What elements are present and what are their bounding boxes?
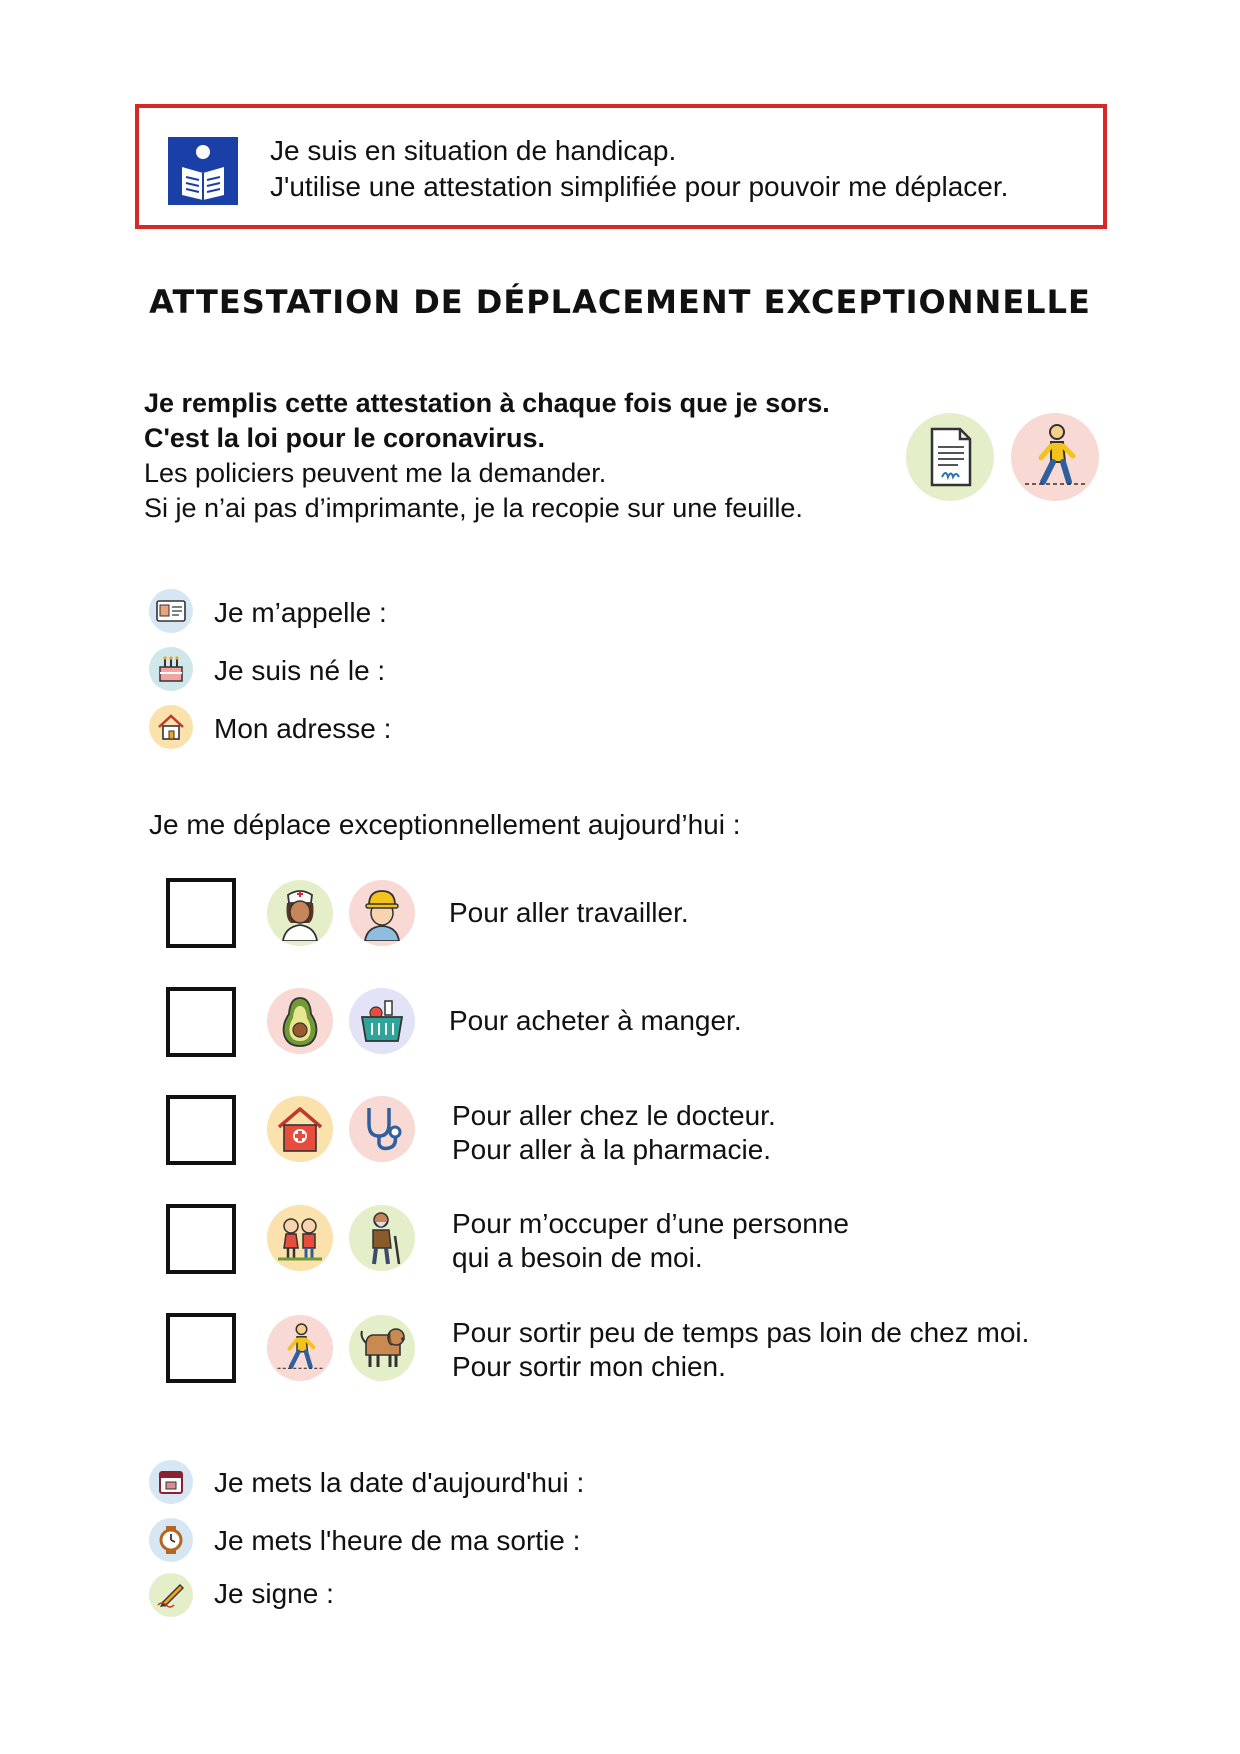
intro-line-1: Je remplis cette attestation à chaque fois que je sors. <box>144 388 830 418</box>
hospital-icon <box>267 1096 333 1162</box>
shopping-basket-icon <box>349 988 415 1054</box>
checkbox-food[interactable] <box>166 987 236 1057</box>
birthday-cake-icon <box>149 647 193 691</box>
checkbox-walk[interactable] <box>166 1313 236 1383</box>
children-icon <box>267 1205 333 1271</box>
reason-2-line-1: Pour acheter à manger. <box>449 1005 742 1036</box>
construction-worker-icon <box>349 880 415 946</box>
house-icon <box>149 705 193 749</box>
date-label: Je mets la date d'aujourd'hui : <box>214 1467 585 1498</box>
checkbox-care[interactable] <box>166 1204 236 1274</box>
signature-label: Je signe : <box>214 1578 334 1609</box>
reason-3-line-2: Pour aller à la pharmacie. <box>452 1134 772 1165</box>
walking-person-icon <box>267 1315 333 1381</box>
page-title: ATTESTATION DE DÉPLACEMENT EXCEPTIONNELLE <box>149 283 1091 321</box>
checkbox-health[interactable] <box>166 1095 236 1165</box>
id-card-icon <box>149 589 193 633</box>
intro-line-3: Les policiers peuvent me la demander. <box>144 458 607 488</box>
checkbox-work[interactable] <box>166 878 236 948</box>
calendar-icon <box>149 1460 193 1504</box>
easy-to-read-logo <box>168 137 238 205</box>
signed-document-icon <box>906 413 994 501</box>
elderly-person-icon <box>349 1205 415 1271</box>
reason-5-line-1: Pour sortir peu de temps pas loin de chez moi. <box>452 1317 1030 1348</box>
reason-1-line-1: Pour aller travailler. <box>449 897 689 928</box>
reasons-heading: Je me déplace exceptionnellement aujourd’hui : <box>149 809 741 840</box>
notice-line-2: J'utilise une attestation simplifiée pour pouvoir me déplacer. <box>270 171 1009 202</box>
nurse-icon <box>267 880 333 946</box>
reason-5-line-2: Pour sortir mon chien. <box>452 1351 726 1382</box>
reason-4-line-1: Pour m’occuper d’une personne <box>452 1208 849 1239</box>
reason-4-line-2: qui a besoin de moi. <box>452 1242 703 1273</box>
signing-hand-icon <box>149 1573 193 1617</box>
intro-line-2: C'est la loi pour le coronavirus. <box>144 423 546 453</box>
address-label: Mon adresse : <box>214 713 392 744</box>
stethoscope-icon <box>349 1096 415 1162</box>
intro-line-4: Si je n’ai pas d’imprimante, je la recopie sur une feuille. <box>144 493 803 523</box>
birth-date-label: Je suis né le : <box>214 655 386 686</box>
avocado-icon <box>267 988 333 1054</box>
walking-person-icon <box>1011 413 1099 501</box>
name-label: Je m’appelle : <box>214 597 387 628</box>
watch-icon <box>149 1518 193 1562</box>
time-label: Je mets l'heure de ma sortie : <box>214 1525 581 1556</box>
dog-icon <box>349 1315 415 1381</box>
reason-3-line-1: Pour aller chez le docteur. <box>452 1100 776 1131</box>
notice-line-1: Je suis en situation de handicap. <box>270 135 677 166</box>
